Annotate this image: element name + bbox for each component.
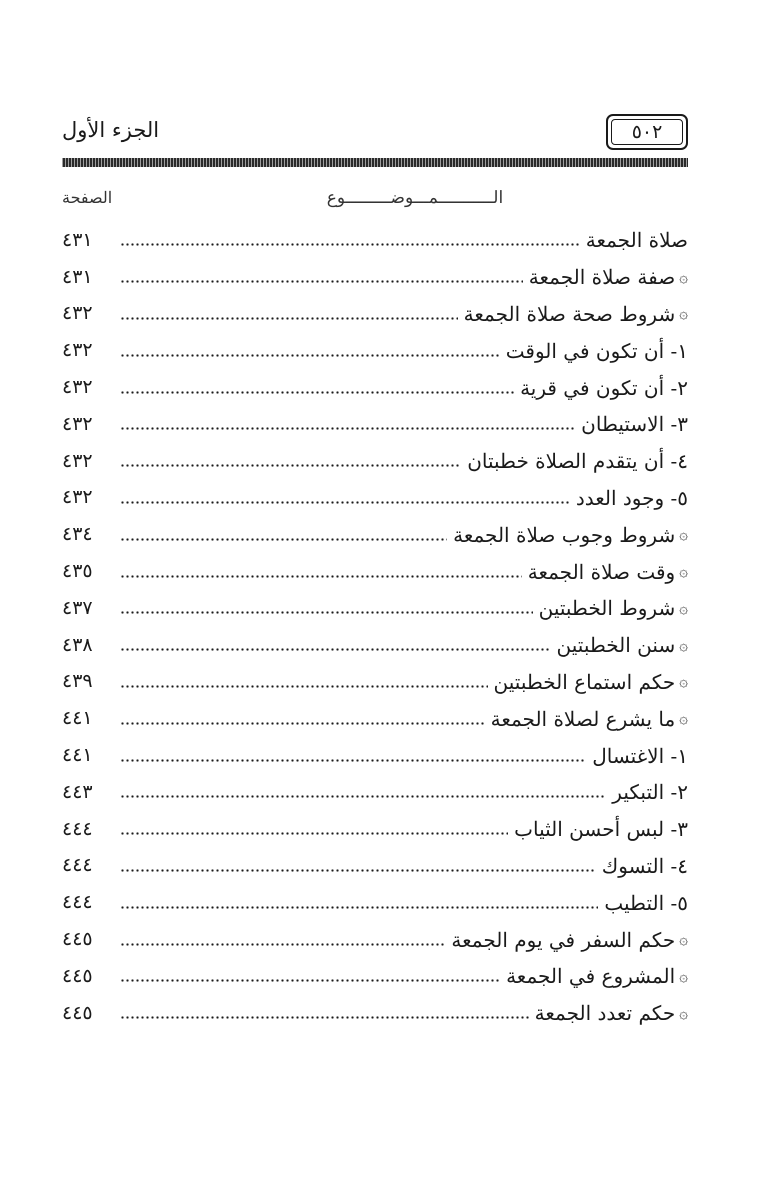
dot-leader: [120, 676, 488, 688]
page-header: [62, 112, 688, 152]
toc-entry-page: ٤٤٥: [62, 964, 93, 987]
toc-entry-title: [612, 780, 688, 805]
toc-entry: [62, 811, 688, 848]
flower-bullet-icon: ۞: [679, 598, 688, 617]
toc-entry-label: شروط الخطبتين: [538, 596, 676, 621]
toc-entry-label: ٤- التسوك: [601, 853, 688, 878]
flower-bullet-icon: ۞: [679, 304, 688, 323]
flower-bullet-icon: ۞: [679, 562, 688, 581]
dot-leader: [120, 934, 445, 946]
dot-leader: [120, 750, 586, 762]
toc-entry-title: [528, 265, 688, 290]
toc-entry-label: ١- الاغتسال: [592, 743, 688, 768]
toc-entry-label: ٥- وجود العدد: [575, 485, 688, 510]
toc-entry-page: ٤٤٤: [62, 891, 93, 914]
flower-bullet-icon: ۞: [679, 672, 688, 691]
toc-entry-title: [601, 853, 688, 878]
toc-entry-label: ٢- أن تكون في قرية: [520, 375, 688, 400]
toc-entry-label: شروط صحة صلاة الجمعة: [463, 301, 676, 326]
toc-entry-title: [493, 669, 688, 694]
toc-entry-label: حكم استماع الخطبتين: [493, 669, 676, 694]
toc-entry-title: [451, 927, 688, 952]
toc-entry-label: ١- أن تكون في الوقت: [505, 338, 688, 363]
toc-entry-label: صلاة الجمعة: [585, 228, 688, 253]
toc-entry-label: حكم السفر في يوم الجمعة: [451, 927, 676, 952]
toc-entry-page: ٤٣٧: [62, 596, 93, 619]
toc-entry-label: ٥- التطيب: [604, 890, 688, 915]
toc-entry-page: ٤٣٢: [62, 376, 93, 399]
toc-entry-page: ٤٤٤: [62, 854, 93, 877]
toc-entry-title: [527, 559, 688, 584]
toc-entry-page: ٤٣٢: [62, 412, 93, 435]
table-of-contents: [62, 222, 688, 1032]
toc-entry-title: [453, 522, 688, 547]
flower-bullet-icon: ۞: [679, 267, 688, 286]
toc-entry: [62, 884, 688, 921]
toc-entry-page: ٤٣٤: [62, 523, 93, 546]
flower-bullet-icon: ۞: [679, 709, 688, 728]
dot-leader: [120, 639, 551, 651]
toc-entry-label: ما يشرع لصلاة الجمعة: [490, 706, 676, 731]
toc-entry-page: ٤٤٤: [62, 817, 93, 840]
page-number-frame: [606, 114, 688, 150]
flower-bullet-icon: ۞: [679, 966, 688, 985]
toc-entry: [62, 369, 688, 406]
toc-entry-title: [463, 301, 688, 326]
dot-leader: [120, 345, 500, 357]
toc-entry-title: [592, 743, 688, 768]
dot-leader: [120, 897, 598, 909]
toc-entry-title: [534, 1001, 688, 1026]
toc-entry: [62, 259, 688, 296]
dot-leader: [120, 271, 523, 283]
toc-entry-page: ٤٣٨: [62, 633, 93, 656]
toc-entry: [62, 296, 688, 333]
toc-entry: [62, 332, 688, 369]
toc-entry: [62, 553, 688, 590]
toc-entry: [62, 700, 688, 737]
toc-entry-title: [505, 338, 688, 363]
dot-leader: [120, 823, 508, 835]
flower-bullet-icon: ۞: [679, 930, 688, 949]
toc-entry-label: ٣- لبس أحسن الثياب: [514, 817, 688, 842]
toc-entry-page: ٤٤٥: [62, 928, 93, 951]
subject-column-header: الـــــــــــمـــوضـــــــــوع: [326, 188, 504, 208]
toc-entry-label: شروط وجوب صلاة الجمعة: [453, 522, 676, 547]
toc-entry: [62, 627, 688, 664]
dot-leader: [120, 308, 458, 320]
toc-entry-title: [467, 449, 688, 474]
toc-entry-label: المشروع في الجمعة: [506, 964, 676, 989]
toc-entry-page: ٤٣٢: [62, 486, 93, 509]
toc-entry-title: [604, 890, 688, 915]
page-number: ٥٠٢: [631, 121, 663, 143]
toc-entry-title: [585, 228, 688, 253]
toc-entry: [62, 516, 688, 553]
dot-leader: [120, 455, 461, 467]
toc-entry: [62, 480, 688, 517]
toc-entry: [62, 774, 688, 811]
toc-entry-page: ٤٣٢: [62, 449, 93, 472]
dot-leader: [120, 602, 533, 614]
toc-entry-page: ٤٣٥: [62, 560, 93, 583]
dot-leader: [120, 418, 575, 430]
part-title: الجزء الأول: [62, 118, 160, 142]
toc-entry-label: ٢- التبكير: [612, 780, 688, 805]
dot-leader: [120, 786, 606, 798]
toc-entry-title: [514, 817, 688, 842]
toc-entry-page: ٤٤١: [62, 707, 93, 730]
flower-bullet-icon: ۞: [679, 1003, 688, 1022]
toc-entry: [62, 921, 688, 958]
dot-leader: [120, 529, 447, 541]
toc-entry-label: حكم تعدد الجمعة: [534, 1001, 676, 1026]
toc-entry-title: [575, 485, 688, 510]
toc-entry-title: [520, 375, 688, 400]
toc-entry: [62, 406, 688, 443]
dot-leader: [120, 382, 514, 394]
toc-entry-title: [506, 964, 688, 989]
toc-entry: [62, 590, 688, 627]
dot-leader: [120, 566, 522, 578]
toc-entry-page: ٤٣٩: [62, 670, 93, 693]
dot-leader: [120, 713, 485, 725]
toc-entry-page: ٤٣٢: [62, 302, 93, 325]
dot-leader: [120, 234, 580, 246]
toc-entry-page: ٤٤٣: [62, 780, 93, 803]
toc-entry-label: ٣- الاستيطان: [581, 412, 688, 437]
toc-entry-title: [538, 596, 688, 621]
toc-entry-label: سنن الخطبتين: [556, 633, 676, 658]
toc-entry: [62, 995, 688, 1032]
toc-entry-label: صفة صلاة الجمعة: [528, 265, 676, 290]
flower-bullet-icon: ۞: [679, 525, 688, 544]
toc-entry: [62, 664, 688, 701]
toc-entry-page: ٤٣٢: [62, 339, 93, 362]
toc-entry-title: [581, 412, 688, 437]
toc-entry-page: ٤٤٥: [62, 1001, 93, 1024]
flower-bullet-icon: ۞: [679, 635, 688, 654]
toc-entry-label: وقت صلاة الجمعة: [527, 559, 676, 584]
toc-entry: [62, 958, 688, 995]
toc-entry-page: ٤٣١: [62, 228, 93, 251]
toc-entry-page: ٤٣١: [62, 265, 93, 288]
page-column-header: الصفحة: [62, 188, 113, 207]
toc-entry: [62, 443, 688, 480]
dot-leader: [120, 492, 570, 504]
toc-entry-title: [490, 706, 688, 731]
header-rule: [62, 158, 688, 167]
dot-leader: [120, 1007, 529, 1019]
toc-entry: [62, 848, 688, 885]
toc-entry-label: ٤- أن يتقدم الصلاة خطبتان: [467, 449, 688, 474]
toc-entry: [62, 737, 688, 774]
toc-entry-page: ٤٤١: [62, 744, 93, 767]
dot-leader: [120, 970, 500, 982]
dot-leader: [120, 860, 596, 872]
toc-entry-title: [556, 633, 688, 658]
toc-entry: [62, 222, 688, 259]
column-headers: [62, 188, 688, 218]
